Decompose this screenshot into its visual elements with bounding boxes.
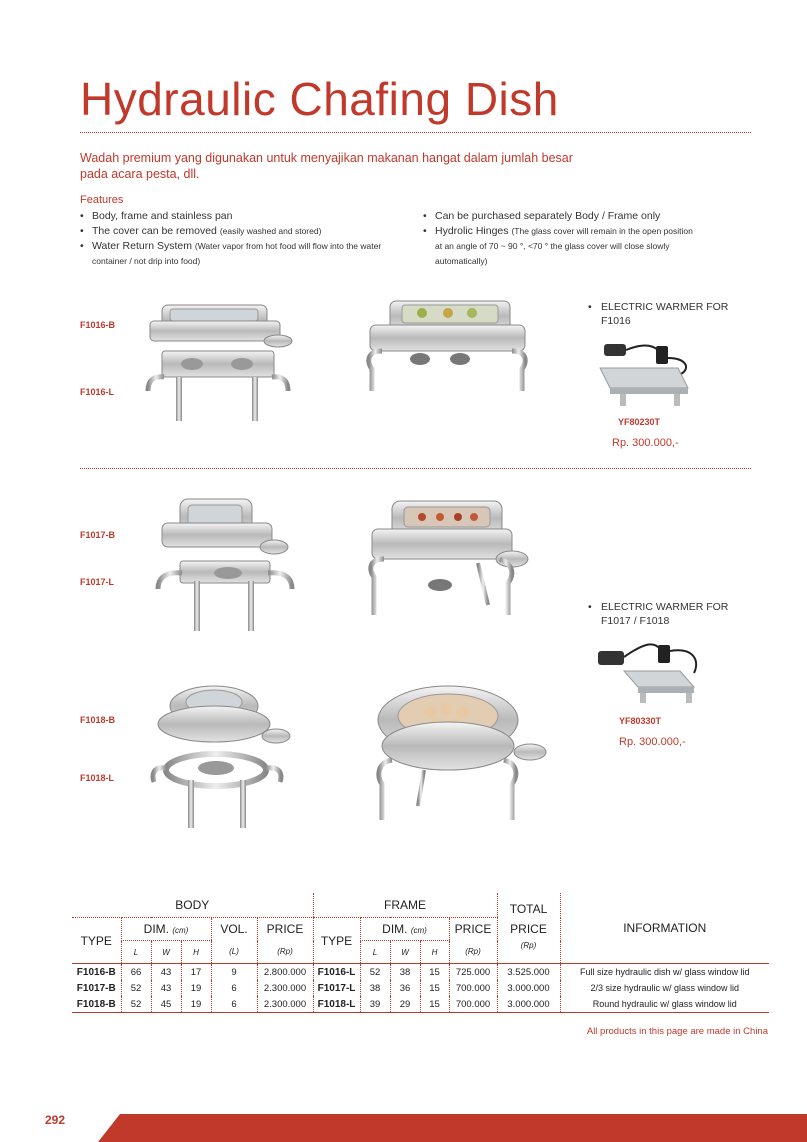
f1017-exploded-image xyxy=(148,493,303,638)
vol-unit: (L) xyxy=(211,941,257,964)
frame-dim-w: W xyxy=(390,941,420,964)
dim-header: DIM. (cm) xyxy=(121,918,211,941)
f1018-assembled-image xyxy=(368,680,553,825)
product-code-f1018-l: F1018-L xyxy=(80,773,115,783)
footer-bar xyxy=(98,1114,807,1142)
table-row: F1016-B 66 43 17 9 2.800.000 F1016-L 52 38 15 725.000 3.525.000 Full size hydraulic dish w/ glass window lid xyxy=(72,964,769,981)
warmer-1-code: YF80230T xyxy=(618,417,661,427)
f1017-assembled-image xyxy=(360,495,540,620)
f1016-assembled-image xyxy=(360,295,535,395)
total-price-header: PRICE xyxy=(497,918,560,941)
dim-l: L xyxy=(121,941,151,964)
page-title: Hydraulic Chafing Dish xyxy=(80,73,559,125)
dim-h: H xyxy=(181,941,211,964)
total-header: TOTAL xyxy=(497,893,560,918)
information-header: INFORMATION xyxy=(560,893,769,963)
features-list-right xyxy=(423,209,698,269)
feature-item: • Hydrolic Hinges (The glass cover will remain in the open position at an angle of 70 ~ 90 °, <70 ° the glass cover will close slowly automatically) xyxy=(423,224,698,269)
dim-w: W xyxy=(151,941,181,964)
price-unit: (Rp) xyxy=(257,941,313,964)
warmer-1-image xyxy=(596,338,696,413)
page-number: 292 xyxy=(45,1113,66,1127)
warmer-2-label: • ELECTRIC WARMER FOR F1017 / F1018 xyxy=(588,601,729,627)
frame-price-header: PRICE xyxy=(449,918,497,941)
feature-item: • Can be purchased separately Body / Frame only xyxy=(423,209,698,224)
section-divider xyxy=(80,468,751,469)
type-header: TYPE xyxy=(80,933,112,948)
f1016-exploded-image xyxy=(140,295,300,425)
product-code-f1017-b: F1017-B xyxy=(80,530,116,540)
product-code-f1017-l: F1017-L xyxy=(80,577,115,587)
feature-item: • The cover can be removed (easily washed and stored) xyxy=(80,224,400,239)
total-price-unit: (Rp) xyxy=(497,941,560,964)
warmer-2-image xyxy=(594,637,704,707)
frame-dim-l: L xyxy=(360,941,390,964)
warmer-1-price: Rp. 300.000,- xyxy=(612,437,679,449)
warmer-2-code: YF80330T xyxy=(619,716,662,726)
features-heading: Features xyxy=(80,194,124,206)
frame-dim-h: H xyxy=(420,941,449,964)
product-code-f1018-b: F1018-B xyxy=(80,715,116,725)
table-row: F1018-B 52 45 19 6 2.300.000 F1018-L 39 29 15 700.000 3.000.000 Round hydraulic w/ glass window lid xyxy=(72,996,769,1013)
feature-item: • Body, frame and stainless pan xyxy=(80,209,400,224)
warmer-2-price: Rp. 300.000,- xyxy=(619,736,686,748)
table-row: F1017-B 52 43 19 6 2.300.000 F1017-L 38 36 15 700.000 3.000.000 2/3 size hydraulic w/ glass window lid xyxy=(72,980,769,996)
f1018-exploded-image xyxy=(148,680,303,835)
feature-item: • Water Return System (Water vapor from hot food will flow into the water container / not drip into food) xyxy=(80,239,400,269)
features-list-left xyxy=(80,209,400,269)
product-code-f1016-l: F1016-L xyxy=(80,387,115,397)
body-header: BODY xyxy=(72,893,313,918)
title-divider xyxy=(80,132,751,133)
intro-text: Wadah premium yang digunakan untuk menyajikan makanan hangat dalam jumlah besar pada acara pesta, dll. xyxy=(80,151,573,181)
warmer-1-label: • ELECTRIC WARMER FOR F1016 xyxy=(588,301,729,327)
made-in-note: All products in this page are made in China xyxy=(586,1026,768,1037)
price-header: PRICE xyxy=(257,918,313,941)
spec-table xyxy=(72,893,769,1013)
vol-header: VOL. xyxy=(211,918,257,941)
frame-dim-header: DIM. (cm) xyxy=(360,918,449,941)
product-code-f1016-b: F1016-B xyxy=(80,320,116,330)
frame-price-unit: (Rp) xyxy=(449,941,497,964)
frame-header: FRAME xyxy=(313,893,497,918)
frame-type-header: TYPE xyxy=(313,918,360,964)
